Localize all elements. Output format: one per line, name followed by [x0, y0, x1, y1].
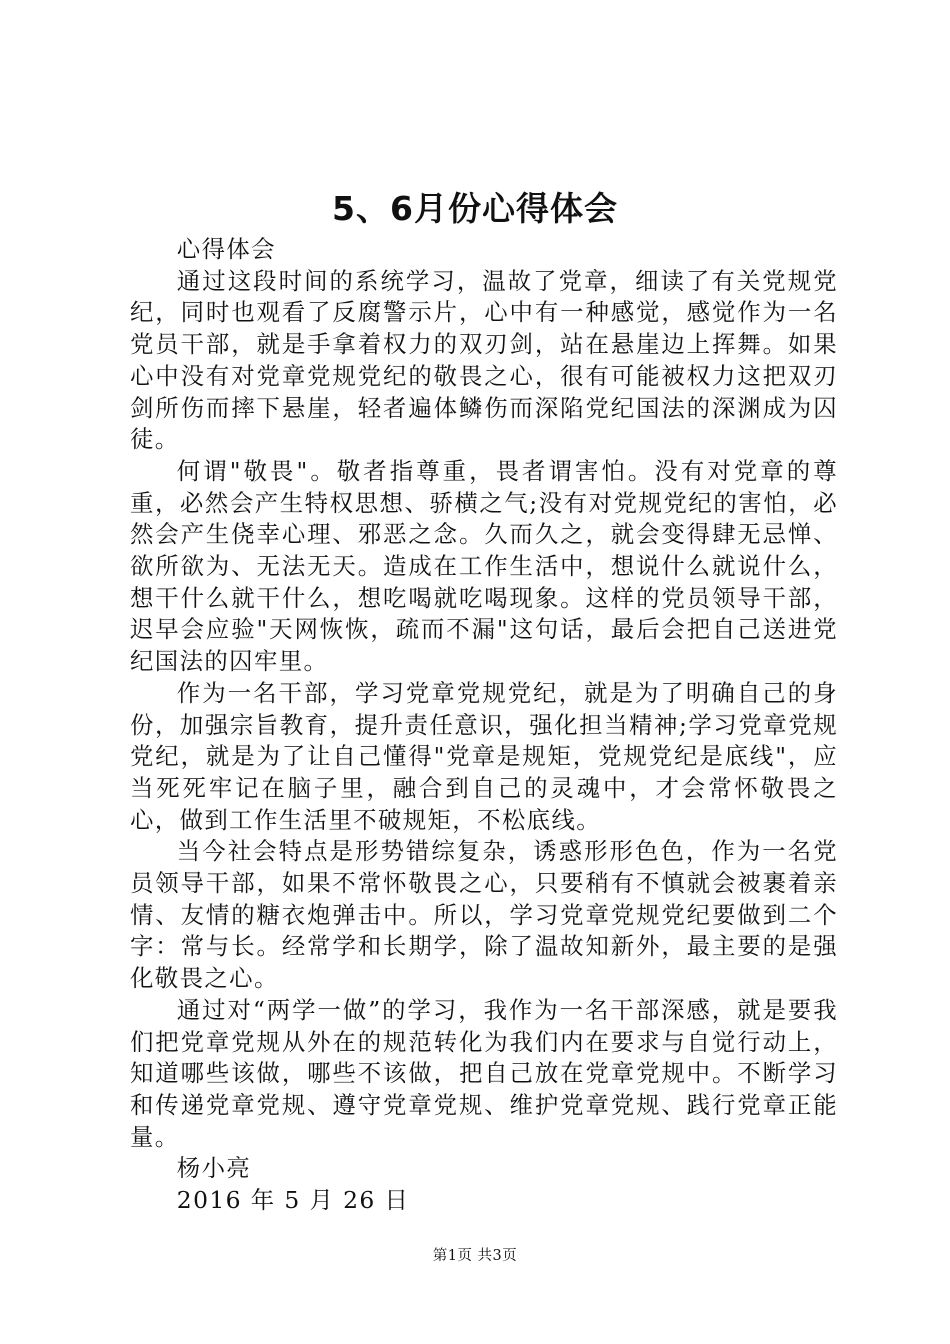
document-body [130, 234, 838, 1217]
paragraph-5: 通过对“两学一做”的学习，我作为一名干部深感，就是要我们把党章党规从外在的规范转化为我们内在要求与自觉行动上，知道哪些该做，哪些不该做，把自己放在党章党规中。不断学习和传递党章党规、遵守党章党规、维护党章党规、践行党章正能量。 [130, 995, 838, 1151]
author-name: 杨小亮 [176, 1154, 252, 1183]
paragraph-2: 何谓"敬畏"。敬者指尊重，畏者谓害怕。没有对党章的尊重，必然会产生特权思想、骄横之气;没有对党规党纪的害怕，必然会产生侥幸心理、邪恶之念。久而久之，就会变得肆无忌惮、欲所欲为、无法无天。造成在工作生活中，想说什么就说什么，想干什么就干什么，想吃喝就吃喝现象。这样的党员领导干部，迟早会应验"天网恢恢，疏而不漏"这句话，最后会把自己送进党纪国法的囚牢里。 [130, 456, 838, 676]
document-title: 5、6月份心得体会 [332, 189, 618, 228]
paragraph-3: 作为一名干部，学习党章党规党纪，就是为了明确自己的身份，加强宗旨教育，提升责任意识，强化担当精神;学习党章党规党纪，就是为了让自己懂得"党章是规矩，党规党纪是底线"，应当死死牢记在脑子里，融合到自己的灵魂中，才会常怀敬畏之心，做到工作生活里不破规矩，不松底线。 [130, 678, 838, 834]
page-footer: 第1页 共3页 [432, 1248, 518, 1264]
section-heading: 心得体会 [176, 235, 276, 263]
paragraph-4: 当今社会特点是形势错综复杂，诱惑形形色色，作为一名党员领导干部，如果不常怀敬畏之心，只要稍有不慎就会被裹着亲情、友情的糖衣炮弹击中。所以，学习党章党规党纪要做到二个字：常与长。经常学和长期学，除了温故知新外，最主要的是强化敬畏之心。 [130, 837, 838, 993]
document-date: 2016 年 5 月 26 日 [176, 1186, 410, 1215]
paragraph-1: 通过这段时间的系统学习，温故了党章，细读了有关党规党纪，同时也观看了反腐警示片，心中有一种感觉，感觉作为一名党员干部，就是手拿着权力的双刃剑，站在悬崖边上挥舞。如果心中没有对党章党规党纪的敬畏之心，很有可能被权力这把双刃剑所伤而摔下悬崖，轻者遍体鳞伤而深陷党纪国法的深渊成为囚徒。 [130, 266, 838, 454]
